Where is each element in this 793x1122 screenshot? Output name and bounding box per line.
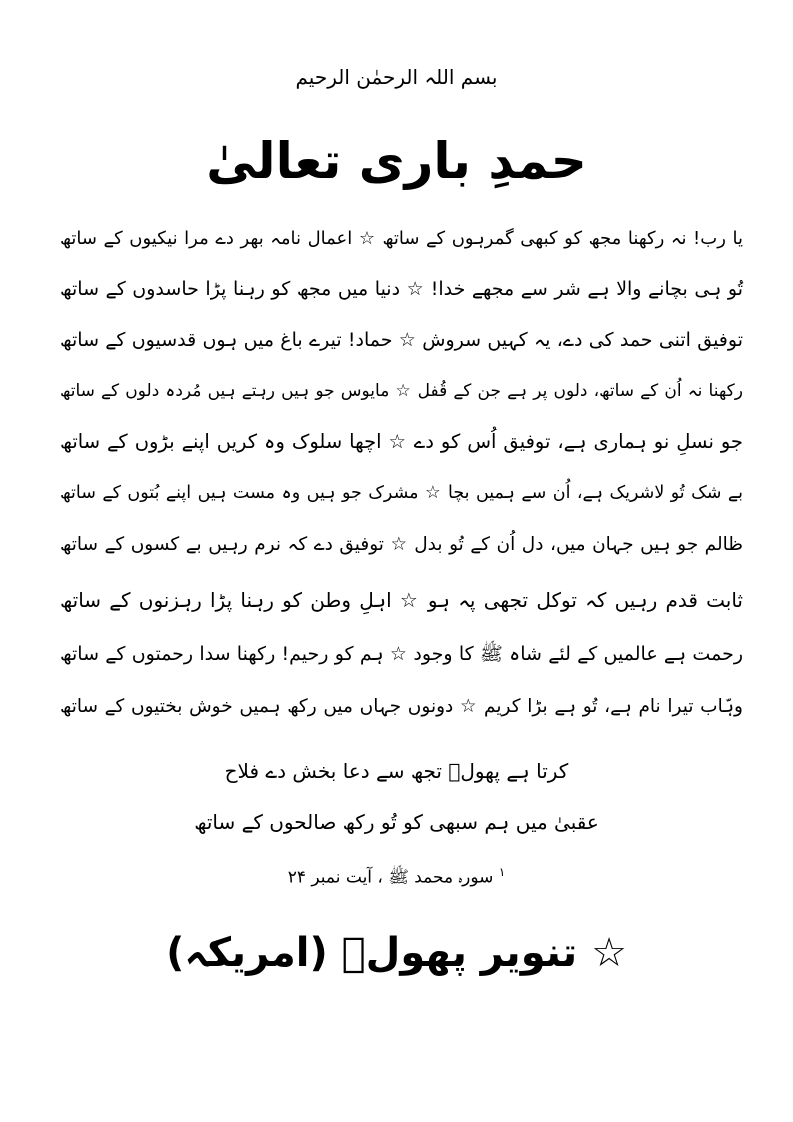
verse-line: توفیق اتنی حمد کی دے، یہ کہیں سروش ☆ حماد! تیرے باغ میں ہوں قدسیوں کے ساتھ	[60, 329, 743, 351]
verse-line: یا رب! نہ رکھنا مجھ کو کبھی گمرہوں کے ساتھ ☆ اعمال نامہ بھر دے مرا نیکیوں کے ساتھ	[60, 228, 743, 249]
star-icon: ☆	[591, 930, 627, 976]
poet-name: تنویر پھولؔ (امریکہ)	[166, 930, 578, 976]
footnote	[0, 858, 793, 892]
poet-signature	[0, 918, 793, 988]
verse-line: جو نسلِ نو ہماری ہے، توفیق اُس کو دے ☆ اچھا سلوک وہ کریں اپنے بڑوں کے ساتھ	[60, 430, 743, 453]
verse-line: ظالم جو ہیں جہان میں، دل اُن کے تُو بدل ☆ توفیق دے کہ نرم رہیں بے کسوں کے ساتھ	[60, 534, 743, 555]
footnote-text: سورہ محمد ﷺ ، آیت نمبر ۲۴	[287, 867, 494, 888]
footnote-marker: ۱	[498, 865, 506, 879]
poem-title: حمدِ باری تعالیٰ	[206, 132, 587, 190]
verse-line: ثابت قدم رہیں کہ توکل تجھی پہ ہو ☆ اہلِ وطن کو رہنا پڑا رہزنوں کے ساتھ	[60, 588, 743, 612]
verse-line: وہّاب تیرا نام ہے، تُو ہے بڑا کریم ☆ دونوں جہاں میں رکھ ہمیں خوش بختیوں کے ساتھ	[60, 696, 743, 717]
verse-line: رکھنا نہ اُن کے ساتھ، دلوں پر ہے جن کے قُفل ☆ مایوس جو ہیں رہتے ہیں مُردہ دلوں کے ساتھ	[60, 381, 743, 401]
closing-line: عقبیٰ میں ہم سبھی کو تُو رکھ صالحوں کے ساتھ	[194, 810, 599, 834]
verse-line: تُو ہی بچانے والا ہے شر سے مجھے خدا! ☆ دنیا میں مجھ کو رہنا پڑا حاسدوں کے ساتھ	[60, 278, 743, 300]
verse-line: بے شک تُو لاشریک ہے، اُن سے ہمیں بچا ☆ مشرک جو ہیں وہ مست ہیں اپنے بُتوں کے ساتھ	[60, 483, 743, 503]
verse-line: رحمت ہے عالمیں کے لئے شاہ ﷺ کا وجود ☆ ہم کو رحیم! رکھنا سدا رحمتوں کے ساتھ	[60, 643, 743, 665]
bismillah-heading: بسم اللہ الرحمٰن الرحیم	[295, 65, 498, 89]
closing-line: کرتا ہے پھولؔ تجھ سے دعا بخش دے فلاح	[224, 759, 569, 783]
